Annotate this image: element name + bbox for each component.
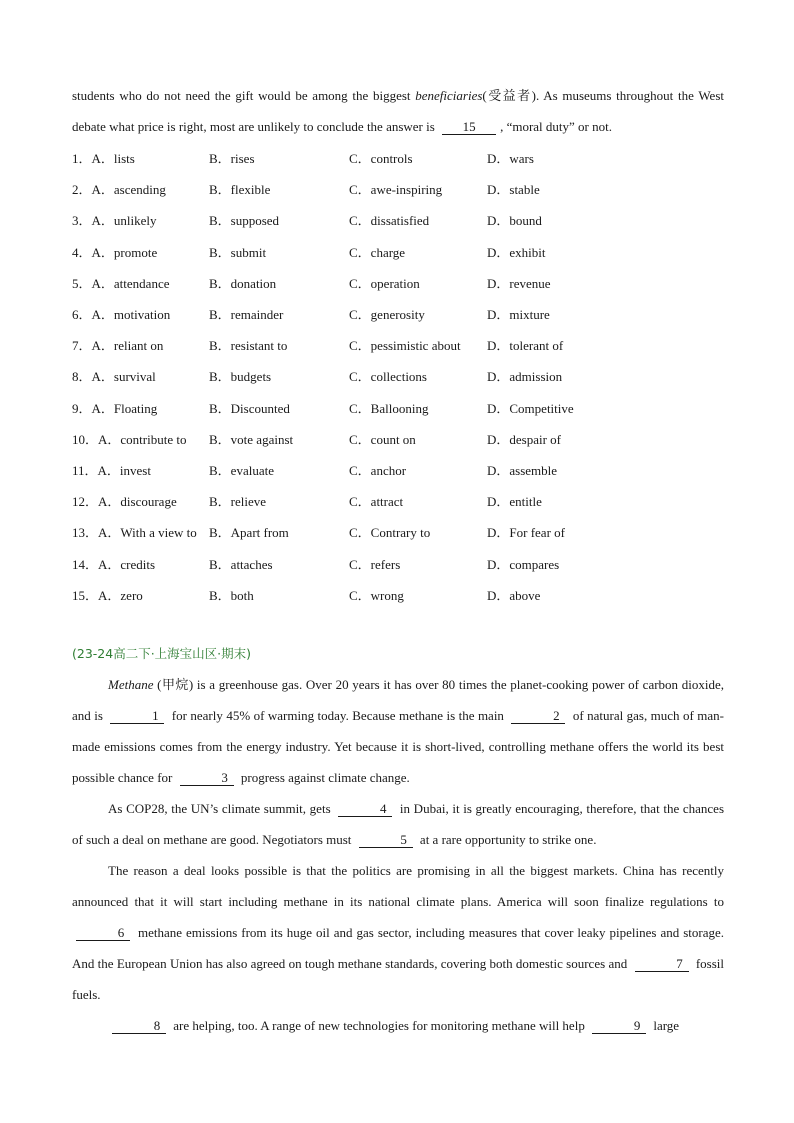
intro-text-3: , “moral duty” or not. [500, 119, 612, 134]
question-number: 14． [72, 556, 99, 572]
passage-paragraph-2 [72, 793, 724, 855]
question-number: 10． [72, 431, 99, 447]
blank-4: 4 [338, 802, 392, 817]
blank-2: 2 [511, 709, 565, 724]
p1-text-4: progress against climate change. [237, 769, 410, 785]
option-d: D．entitle [487, 494, 542, 510]
intro-term: beneficiaries [415, 88, 483, 103]
p1-text-2: for nearly 45% of warming today. Because methane is the main [168, 707, 508, 723]
options-list [72, 142, 724, 610]
blank-15: 15 [442, 120, 496, 135]
option-d: D．revenue [487, 275, 551, 291]
p1-text-3: of natural gas, much of man-made emissions comes from the energy industry. Yet because it is short-lived, controlling methane offers the world its best possible chance for [72, 707, 724, 785]
option-d: D．admission [487, 369, 563, 385]
question-number: 5． [72, 275, 92, 291]
option-c: C．count on [349, 431, 416, 447]
option-row [72, 423, 724, 454]
option-a-text: A．lists [91, 151, 135, 167]
question-number: 2． [72, 182, 92, 198]
option-b: B．submit [209, 244, 267, 260]
option-row [72, 204, 724, 235]
option-b: B．flexible [209, 182, 271, 198]
option-row [72, 516, 724, 547]
option-a-text: A．With a view to [98, 525, 197, 541]
passage-paragraph-1 [72, 669, 724, 793]
option-b: B．evaluate [209, 462, 274, 478]
option-row [72, 485, 724, 516]
question-number: 12． [72, 494, 99, 510]
option-a [72, 242, 209, 261]
question-number: 9． [72, 400, 92, 416]
option-a [72, 429, 209, 448]
option-c: C．attract [349, 494, 404, 510]
option-row [72, 360, 724, 391]
blank-6: 6 [76, 926, 130, 941]
option-a-text: A．unlikely [91, 213, 157, 229]
question-number: 3． [72, 213, 92, 229]
p4-text-2: large [650, 1017, 680, 1033]
option-c: C．charge [349, 244, 406, 260]
question-number: 7． [72, 338, 92, 354]
option-d: D．compares [487, 556, 560, 572]
option-d: D．Competitive [487, 400, 574, 416]
option-b: B．resistant to [209, 338, 288, 354]
option-row [72, 173, 724, 204]
intro-paragraph [72, 80, 724, 142]
passage-paragraph-4 [72, 1010, 724, 1041]
option-d: D．bound [487, 213, 542, 229]
question-number: 4． [72, 244, 92, 260]
option-a-text: A．reliant on [91, 338, 164, 354]
option-c: C．wrong [349, 587, 404, 603]
question-number: 13． [72, 525, 99, 541]
option-d: D．exhibit [487, 244, 546, 260]
p2-text-3: at a rare opportunity to strike one. [416, 831, 597, 847]
option-a-text: A．discourage [98, 494, 177, 510]
intro-text-1: students who do not need the gift would be among the biggest [72, 88, 416, 103]
option-a-text: A．contribute to [98, 431, 187, 447]
option-c: C．awe-inspiring [349, 182, 443, 198]
option-c: C．anchor [349, 462, 407, 478]
option-c: C．collections [349, 369, 427, 385]
blank-9: 9 [592, 1019, 646, 1034]
question-number: 11． [72, 462, 98, 478]
option-d: D．above [487, 587, 541, 603]
option-b: B．Discounted [209, 400, 290, 416]
option-a [72, 335, 209, 354]
question-number: 1． [72, 151, 92, 167]
blank-8: 8 [112, 1019, 166, 1034]
option-a [72, 522, 209, 541]
option-a [72, 491, 209, 510]
question-number: 8． [72, 369, 92, 385]
option-a [72, 179, 209, 198]
p2-text-2: in Dubai, it is greatly encouraging, therefore, that the chances of such a deal on methane are good. Negotiators must [72, 800, 724, 847]
p3-text-1: The reason a deal looks possible is that the politics are promising in all the biggest markets. China has recently announced that it will start including methane in its national climate plans. America will soon finalize regulations to [72, 862, 724, 909]
p1-text-1: (甲烷) is a greenhouse gas. Over 20 years it has over 80 times the planet-cooking power of carbon dioxide, and is [72, 676, 724, 723]
option-a [72, 585, 209, 604]
option-b: B．Apart from [209, 525, 289, 541]
question-number: 15． [72, 587, 99, 603]
option-d: D．despair of [487, 431, 562, 447]
blank-7: 7 [635, 957, 689, 972]
option-b: B．donation [209, 275, 277, 291]
option-c: C．controls [349, 151, 413, 167]
option-c: C．refers [349, 556, 401, 572]
option-b: B．supposed [209, 213, 280, 229]
option-a-text: A．Floating [91, 400, 158, 416]
option-d: D．assemble [487, 462, 558, 478]
passage-paragraph-3 [72, 855, 724, 1010]
option-c: C．operation [349, 275, 420, 291]
option-c: C．dissatisfied [349, 213, 430, 229]
blank-5: 5 [359, 833, 413, 848]
option-row [72, 547, 724, 578]
p2-text-1: As COP28, the UN’s climate summit, gets [108, 800, 335, 816]
blank-3: 3 [180, 771, 234, 786]
option-b: B．both [209, 587, 254, 603]
option-d: D．mixture [487, 307, 550, 323]
option-row [72, 298, 724, 329]
option-a [72, 148, 209, 167]
question-number: 6． [72, 307, 92, 323]
option-b: B．attaches [209, 556, 273, 572]
intro-text-2: (受益者). As museums throughout the West debate what price is right, most are unlikely to conclude the answer is [72, 88, 724, 134]
option-a [72, 554, 209, 573]
option-a-text: A．invest [97, 462, 151, 478]
option-c: C．pessimistic about [349, 338, 461, 354]
option-b: B．remainder [209, 307, 284, 323]
option-b: B．relieve [209, 494, 267, 510]
option-row [72, 579, 724, 610]
term-methane: Methane [108, 676, 154, 692]
option-a [72, 210, 209, 229]
option-row [72, 454, 724, 485]
p3-text-2: methane emissions from its huge oil and gas sector, including measures that cover leaky pipelines and storage. And the European Union has also agreed on tough methane standards, covering both domestic sources and [72, 924, 724, 971]
option-row [72, 392, 724, 423]
option-a-text: A．survival [91, 369, 156, 385]
option-c: C．Contrary to [349, 525, 431, 541]
option-a-text: A．motivation [91, 307, 171, 323]
option-c: C．Ballooning [349, 400, 429, 416]
option-a-text: A．credits [98, 556, 156, 572]
option-a [72, 304, 209, 323]
option-a-text: A．attendance [91, 275, 170, 291]
option-d: D．For fear of [487, 525, 565, 541]
option-a-text: A．ascending [91, 182, 166, 198]
blank-1: 1 [110, 709, 164, 724]
option-d: D．stable [487, 182, 540, 198]
option-a [72, 273, 209, 292]
option-d: D．tolerant of [487, 338, 564, 354]
option-b: B．rises [209, 151, 255, 167]
option-a [72, 398, 209, 417]
option-c: C．generosity [349, 307, 425, 323]
source-tag: (23-24高二下·上海宝山区·期末) [72, 645, 252, 661]
option-row [72, 329, 724, 360]
option-d: D．wars [487, 151, 534, 167]
option-a-text: A．zero [98, 587, 143, 603]
option-b: B．budgets [209, 369, 272, 385]
option-row [72, 267, 724, 298]
option-row [72, 142, 724, 173]
option-a [72, 366, 209, 385]
option-a-text: A．promote [91, 244, 158, 260]
p4-text-1: are helping, too. A range of new technologies for monitoring methane will help [170, 1017, 589, 1033]
p3-text-3: fossil fuels. [72, 955, 724, 1002]
option-b: B．vote against [209, 431, 294, 447]
document-page [72, 80, 724, 1041]
option-row [72, 236, 724, 267]
option-a [72, 460, 209, 479]
